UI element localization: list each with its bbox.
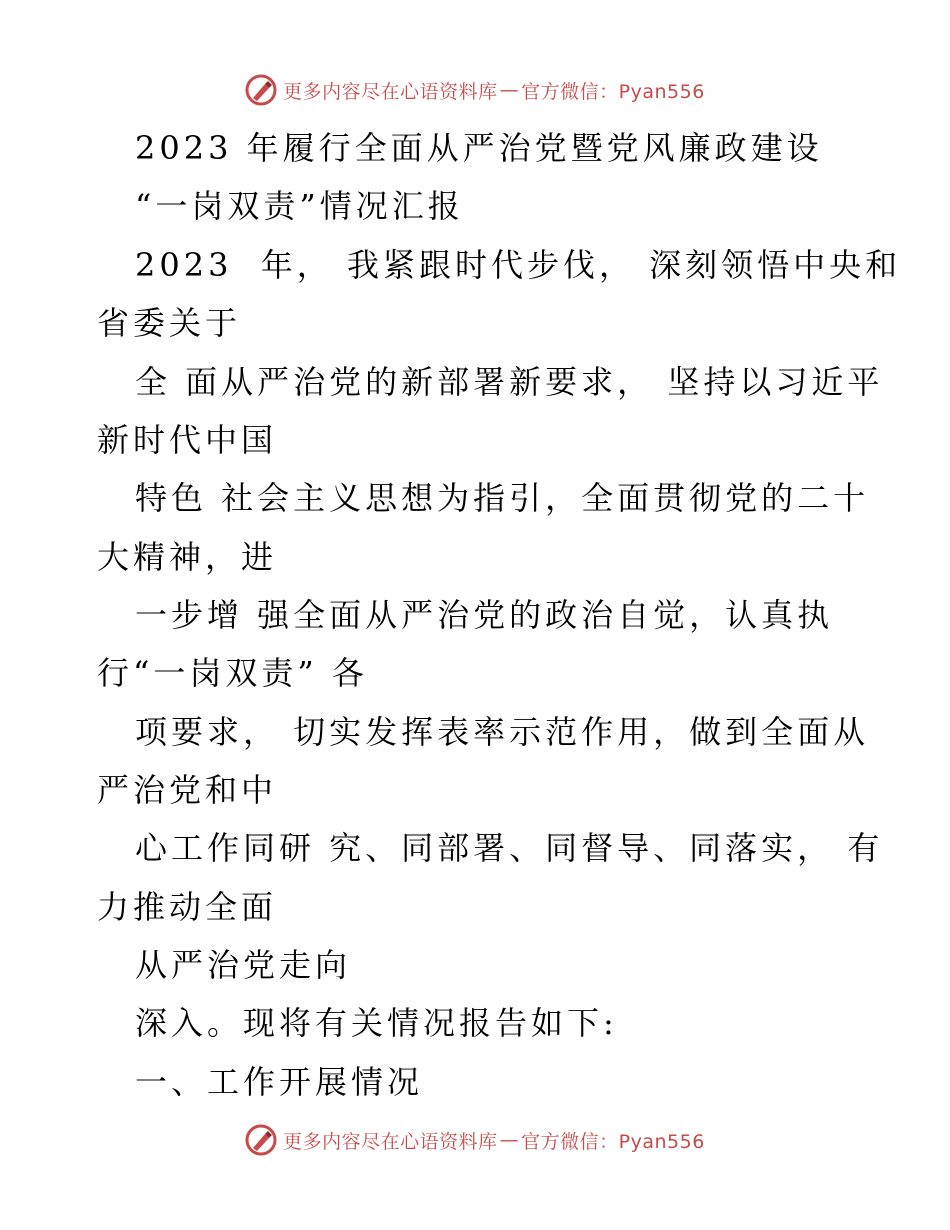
watermark-wechat-text: 官方微信：Pyan556: [521, 1130, 705, 1153]
header-watermark: [0, 70, 950, 110]
watermark-main-text: 更多内容尽在心语资料库: [283, 80, 498, 103]
body-line: 心工作同研 究、同部署、同督导、同落实， 有: [135, 829, 884, 867]
watermark-separator: —: [499, 79, 520, 101]
footer-watermark: [0, 1120, 950, 1160]
body-line: 深入。现将有关情况报告如下:: [135, 1004, 618, 1042]
body-line: 力推动全面: [97, 888, 278, 926]
watermark-wechat-text: 官方微信：Pyan556: [521, 80, 705, 103]
body-line: 项要求， 切实发挥表率示范作用，做到全面从: [135, 713, 870, 751]
body-line: 新时代中国: [97, 421, 278, 459]
body-line: 2023 年， 我紧跟时代步伐， 深刻领悟中央和: [135, 246, 902, 284]
body-line: 省委关于: [97, 304, 242, 342]
body-line: 全 面从严治党的新部署新要求， 坚持以习近平: [135, 363, 884, 401]
document-title-line-2: “一岗双责”情况汇报: [135, 187, 464, 225]
body-line: 特色 社会主义思想为指引，全面贯彻党的二十: [135, 479, 870, 517]
document-title-line-1: 2023 年履行全面从严治党暨党风廉政建设: [135, 129, 823, 167]
watermark-main-text: 更多内容尽在心语资料库: [283, 1130, 498, 1153]
pen-logo-icon: [245, 1124, 277, 1156]
body-line: 从严治党走向: [135, 946, 352, 984]
pen-logo-icon: [245, 74, 277, 106]
watermark-separator: —: [499, 1129, 520, 1151]
section-heading: 一、工作开展情况: [135, 1063, 424, 1101]
body-line: 一步增 强全面从严治党的政治自觉，认真执: [135, 596, 834, 634]
body-line: 行“一岗双责” 各: [97, 654, 368, 692]
body-line: 严治党和中: [97, 771, 278, 809]
body-line: 大精神，进: [97, 538, 278, 576]
